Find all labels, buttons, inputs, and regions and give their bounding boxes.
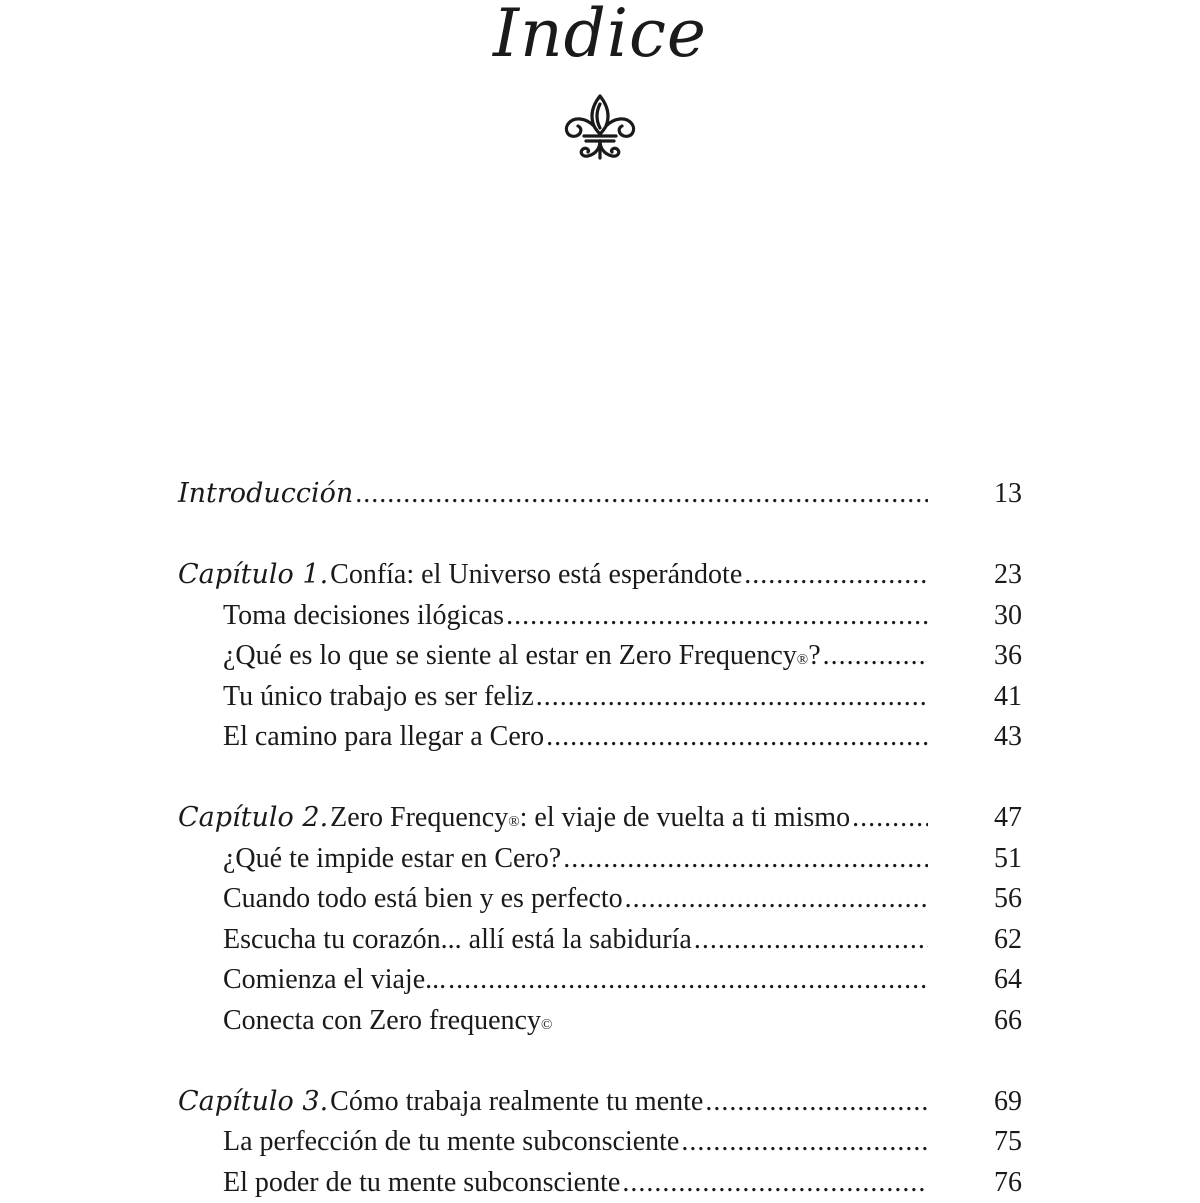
- section-title: Toma decisiones ilógicas: [223, 596, 504, 637]
- section-title: Comienza el viaje...: [223, 960, 446, 1001]
- toc-entry-chapter-2[interactable]: Capítulo 2. Zero Frequency ® : el viaje de vuelta a ti mismo ..... 47: [178, 798, 1028, 839]
- dot-leader: [506, 596, 928, 637]
- chapter-prefix: Capítulo 2.: [178, 798, 328, 839]
- chapter-title: Zero Frequency: [330, 798, 508, 839]
- dot-leader: [681, 1122, 928, 1163]
- toc-entry-introduction[interactable]: [178, 474, 1028, 515]
- dot-leader: [622, 1163, 928, 1203]
- chapter-title-suffix: : el viaje de vuelta a ti mismo: [520, 798, 850, 839]
- chapter-title: Cómo trabaja realmente tu mente: [330, 1082, 703, 1123]
- chapter-prefix: Capítulo 1.: [178, 555, 328, 596]
- section-title: El camino para llegar a Cero: [223, 717, 544, 758]
- section-title: El poder de tu mente subconsciente: [223, 1163, 620, 1203]
- page-number: 66: [942, 1001, 1022, 1042]
- dot-leader: [563, 839, 928, 880]
- section-title: Escucha tu corazón... allí está la sabiduría: [223, 920, 692, 961]
- page-title: Indice: [0, 0, 1200, 74]
- toc-entry-section[interactable]: [178, 879, 1028, 920]
- dot-leader: [536, 677, 928, 718]
- toc-introduction-label: Introducción: [178, 474, 353, 515]
- page-number: 36: [942, 636, 1022, 677]
- page-number: 76: [942, 1163, 1022, 1203]
- dot-leader: [625, 879, 928, 920]
- page-number: 56: [942, 879, 1022, 920]
- toc-entry-chapter-1[interactable]: [178, 555, 1028, 596]
- dot-leader: [355, 474, 928, 515]
- page-number: 23: [942, 555, 1022, 596]
- dot-leader: [705, 1082, 928, 1123]
- section-title: Conecta con Zero frequency: [223, 1001, 541, 1042]
- fleur-de-lis-icon: [562, 92, 638, 162]
- page-number: 43: [942, 717, 1022, 758]
- page-number: 69: [942, 1082, 1022, 1123]
- page-number: 62: [942, 920, 1022, 961]
- page-number: 64: [942, 960, 1022, 1001]
- toc-entry-section[interactable]: [178, 677, 1028, 718]
- page-number: 51: [942, 839, 1022, 880]
- dot-leader: [694, 920, 928, 961]
- dot-leader: [744, 555, 928, 596]
- chapter-prefix: Capítulo 3.: [178, 1082, 328, 1123]
- toc-entry-section[interactable]: ¿Qué es lo que se siente al estar en Zero Frequency ® ? ..... 36: [178, 636, 1028, 677]
- page-number: 75: [942, 1122, 1022, 1163]
- toc-entry-section[interactable]: [178, 960, 1028, 1001]
- toc-entry-section[interactable]: [178, 1163, 1028, 1203]
- dot-leader: [546, 717, 928, 758]
- page-number: 41: [942, 677, 1022, 718]
- toc-entry-section[interactable]: [178, 839, 1028, 880]
- section-title: La perfección de tu mente subconsciente: [223, 1122, 679, 1163]
- page-number: 13: [942, 474, 1022, 515]
- chapter-title: Confía: el Universo está esperándote: [330, 555, 742, 596]
- section-title: ¿Qué te impide estar en Cero?: [223, 839, 561, 880]
- section-title: ¿Qué es lo que se siente al estar en Zero Frequency: [223, 636, 797, 677]
- dot-leader: [852, 798, 928, 839]
- toc-entry-section[interactable]: [178, 717, 1028, 758]
- dot-leader: [448, 960, 928, 1001]
- section-title: Tu único trabajo es ser feliz: [223, 677, 534, 718]
- section-title: Cuando todo está bien y es perfecto: [223, 879, 623, 920]
- toc-entry-section[interactable]: [178, 1122, 1028, 1163]
- toc-entry-section[interactable]: Conecta con Zero frequency © 66: [178, 1001, 1028, 1042]
- toc-entry-section[interactable]: [178, 920, 1028, 961]
- dot-leader: [823, 636, 928, 677]
- table-of-contents: [178, 474, 1028, 1203]
- toc-entry-section[interactable]: [178, 596, 1028, 637]
- page-number: 30: [942, 596, 1022, 637]
- toc-entry-chapter-3[interactable]: [178, 1082, 1028, 1123]
- page-number: 47: [942, 798, 1022, 839]
- section-title-suffix: ?: [808, 636, 820, 677]
